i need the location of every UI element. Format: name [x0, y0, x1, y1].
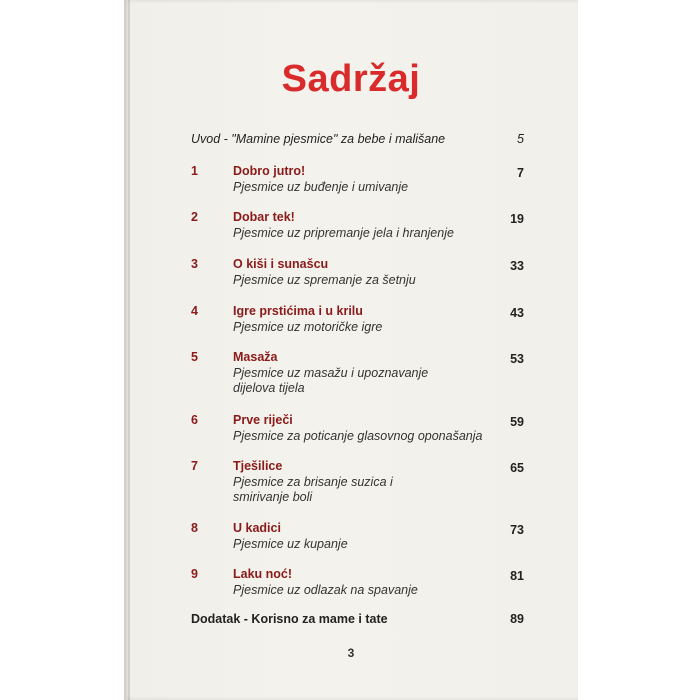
chapter-subtitle: Pjesmice za brisanje suzica i smirivanje boli — [233, 475, 393, 504]
chapter-page: 53 — [510, 352, 524, 366]
chapter-page: 43 — [510, 306, 524, 320]
chapter-title: Tješilice — [233, 459, 283, 473]
chapter-page: 33 — [510, 259, 524, 273]
chapter-number: 2 — [191, 210, 198, 224]
chapter-subtitle: Pjesmice uz odlazak na spavanje — [233, 583, 418, 597]
chapter-number: 3 — [191, 257, 198, 271]
toc-appendix-page: 89 — [510, 612, 524, 626]
toc-intro-page: 5 — [517, 132, 524, 146]
chapter-number: 7 — [191, 459, 198, 473]
chapter-subtitle: Pjesmice za poticanje glasovnog oponašanja — [233, 429, 483, 443]
chapter-subtitle: Pjesmice uz motoričke igre — [233, 320, 383, 334]
chapter-page: 7 — [517, 166, 524, 180]
chapter-page: 65 — [510, 461, 524, 475]
chapter-page: 73 — [510, 523, 524, 537]
chapter-title: O kiši i sunašcu — [233, 257, 329, 271]
chapter-title: Igre prstićima i u krilu — [233, 304, 363, 318]
page-title: Sadržaj — [281, 58, 421, 100]
chapter-number: 5 — [191, 350, 198, 364]
chapter-number: 8 — [191, 521, 198, 535]
chapter-number: 1 — [191, 164, 198, 178]
chapter-title: U kadici — [233, 521, 281, 535]
toc-intro — [191, 132, 524, 146]
chapter-subtitle: Pjesmice uz kupanje — [233, 537, 348, 551]
chapter-page: 81 — [510, 569, 524, 583]
chapter-subtitle: Pjesmice uz masažu i upoznavanje dijelova tijela — [233, 366, 429, 395]
chapter-title: Dobar tek! — [233, 210, 295, 224]
chapter-title: Masaža — [233, 350, 278, 364]
chapter-number: 9 — [191, 567, 198, 581]
chapter-subtitle: Pjesmice uz pripremanje jela i hranjenje — [233, 226, 454, 240]
page-spine-shadow — [128, 0, 130, 700]
chapter-number: 4 — [191, 304, 198, 318]
chapter-subtitle: Pjesmice uz spremanje za šetnju — [233, 273, 416, 287]
chapter-title: Prve riječi — [233, 413, 293, 427]
toc-appendix-label: Dodatak - Korisno za mame i tate — [191, 612, 388, 626]
chapter-page: 59 — [510, 415, 524, 429]
toc-appendix — [191, 612, 524, 626]
page-number: 3 — [347, 646, 355, 660]
chapter-title: Laku noć! — [233, 567, 293, 581]
chapter-number: 6 — [191, 413, 198, 427]
toc-intro-label: Uvod - "Mamine pjesmice" za bebe i mališane — [191, 132, 446, 146]
chapter-title: Dobro jutro! — [233, 164, 306, 178]
chapter-subtitle: Pjesmice uz buđenje i umivanje — [233, 180, 409, 194]
chapter-page: 19 — [510, 212, 524, 226]
